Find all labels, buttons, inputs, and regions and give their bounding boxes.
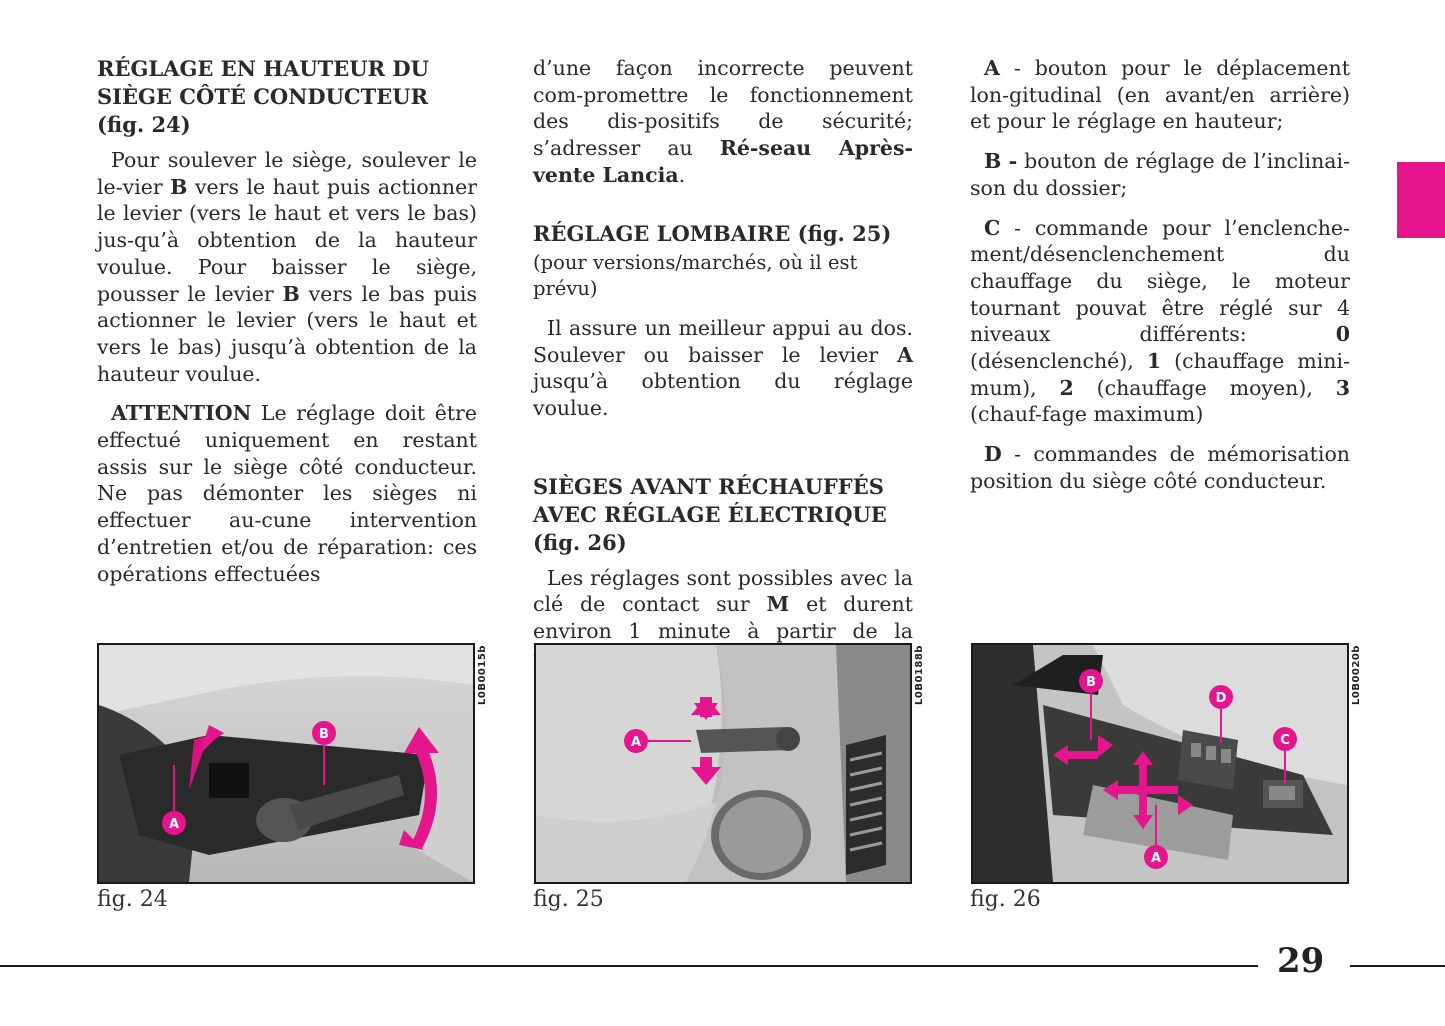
paragraph-lumbar: Il assure un meilleur appui au dos. Soulever ou baisser le levier A jusqu’à obtention du réglage voulue. (533, 315, 913, 421)
legend-item-b: B - bouton de réglage de l’inclinai-son du dossier; (970, 149, 1350, 200)
figure-24-caption: fig. 24 (97, 887, 168, 912)
heading-line: (fig. 24) (97, 112, 191, 137)
heading-seat-height (97, 55, 477, 139)
legend-item-c: C - commande pour l’enclenche-ment/désenclenchement du chauffage du siège, le moteur tournant pouvat être réglé sur 4 niveaux différents: 0 (désenclenché), 1 (chauffage mini-mum), 2 (chauffage moyen), 3 (chauf-fage maximum) (970, 215, 1350, 427)
figure-24-code: L0B0015b (477, 645, 488, 705)
fig26-label-d: D (1215, 691, 1227, 706)
heading-line: AVEC RÉGLAGE ÉLECTRIQUE (533, 501, 887, 527)
figure-25-image (534, 643, 912, 884)
fig26-label-a: A (1150, 851, 1162, 866)
figure-25-code: L0B0188b (914, 645, 925, 705)
column-1 (97, 55, 477, 600)
heading-line: SIÈGES AVANT RÉCHAUFFÉS (533, 473, 884, 499)
fig26-label-b: B (1086, 675, 1096, 690)
footer-rule-left (0, 965, 1258, 967)
paragraph-continued: d’une façon incorrecte peuvent com-promettre le fonctionnement des dis-positifs de sécurité; s’adresser au Ré-seau Après-vente Lancia. (533, 56, 913, 187)
paragraph-heated-seats: Les réglages sont possibles avec la clé de contact sur M et durent environ 1 minute à partir de la (533, 565, 913, 644)
heading-lumbar: RÉGLAGE LOMBAIRE (fig. 25) (533, 220, 892, 246)
figure-25-caption: fig. 25 (533, 887, 604, 912)
column-3 (970, 55, 1350, 508)
heading-heated-seats (533, 473, 913, 557)
section-tab (1397, 162, 1445, 238)
column-2 (533, 55, 913, 685)
fig26-label-c: C (1280, 733, 1290, 748)
footer-rule-right (1350, 965, 1445, 967)
heading-line: SIÈGE CÔTÉ CONDUCTEUR (97, 84, 429, 109)
figure-24-image (97, 643, 475, 884)
figure-26-code: L0B0020b (1351, 645, 1362, 705)
heading-line: (fig. 26) (533, 529, 627, 555)
figure-26-image (971, 643, 1349, 884)
paragraph-raise-seat: Pour soulever le siège, soulever le le-vier B vers le haut puis actionner le levier (vers le haut et vers le bas) jus-qu’à obtention de la hauteur voulue. Pour baisser le siège, pousser le levier B vers le bas puis actionner le levier (vers le haut et vers le bas) jusqu’à obtention de la hauteur voulue. (97, 148, 477, 386)
warning-label: ATTENTION (111, 401, 252, 426)
figure-26-caption: fig. 26 (970, 887, 1041, 912)
heading-line: RÉGLAGE EN HAUTEUR DU (97, 56, 429, 81)
heading-lumbar-note: (pour versions/marchés, où il est prévu) (533, 250, 858, 301)
legend-item-a: A - bouton pour le déplacement lon-gitudinal (en avant/en arrière) et pour le réglage en hauteur; (970, 56, 1350, 134)
legend-item-d: D - commandes de mémorisation position du siège côté conducteur. (970, 442, 1350, 493)
fig24-label-a: A (168, 817, 180, 832)
paragraph-warning: ATTENTION Le réglage doit être effectué uniquement en restant assis sur le siège côté conducteur. Ne pas démonter les sièges ni effectuer au-cune intervention d’entretien et/ou de réparation: ces opérations effectuées (97, 401, 477, 586)
fig25-label-a: A (630, 735, 642, 750)
page-number: 29 (1277, 941, 1325, 981)
fig24-label-b: B (319, 727, 329, 742)
